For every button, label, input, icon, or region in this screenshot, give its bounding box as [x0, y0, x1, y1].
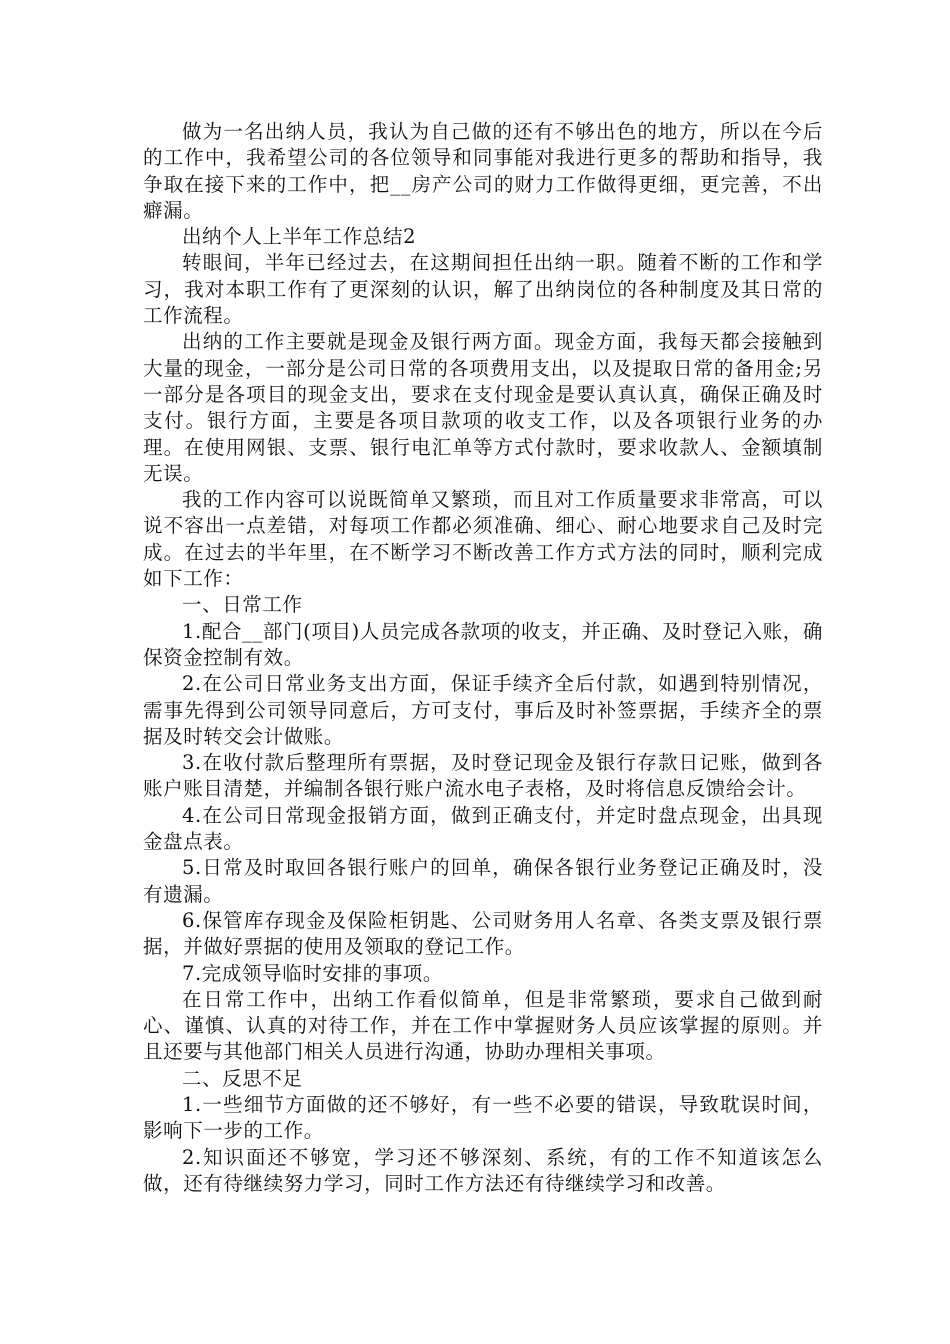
document-body — [143, 119, 823, 1197]
list-item: 3.在收付款后整理所有票据，及时登记现金及银行存款日记账，做到各账户账目清楚，并编制各银行账户流水电子表格，及时将信息反馈给会计。 — [143, 751, 823, 801]
section-heading: 二、反思不足 — [182, 1066, 303, 1090]
paragraph: 在日常工作中，出纳工作看似简单，但是非常繁琐，要求自己做到耐心、谨慎、认真的对待工作，并在工作中掌握财务人员应该掌握的原则。并且还要与其他部门相关人员进行沟通，协助办理相关事项。 — [143, 987, 823, 1064]
paragraph: 我的工作内容可以说既简单又繁琐，而且对工作质量要求非常高，可以说不容出一点差错，对每项工作都必须准确、细心、耐心地要求自己及时完成。在过去的半年里，在不断学习不断改善工作方式方法的同时，顺利完成如下工作： — [143, 488, 823, 591]
list-item: 4.在公司日常现金报销方面，做到正确支付，并定时盘点现金，出具现金盘点表。 — [143, 803, 823, 854]
list-item: 1.配合__部门(项目)人员完成各款项的收支，并正确、及时登记入账，确保资金控制有效。 — [143, 619, 823, 669]
paragraph: 出纳的工作主要就是现金及银行两方面。现金方面，我每天都会接触到大量的现金，一部分是公司日常的各项费用支出，以及提取日常的备用金;另一部分是各项目的现金支出，要求在支付现金是要认真认真，确保正确及时支付。银行方面，主要是各项目款项的收支工作，以及各项银行业务的办理。在使用网银、支票、银行电汇单等方式付款时，要求收款人、金额填制无误。 — [143, 330, 823, 485]
section-title: 出纳个人上半年工作总结2 — [182, 225, 417, 249]
paragraph: 转眼间，半年已经过去，在这期间担任出纳一职。随着不断的工作和学习，我对本职工作有了更深刻的认识，解了出纳岗位的各种制度及其日常的工作流程。 — [143, 251, 823, 328]
section-heading: 一、日常工作 — [182, 593, 303, 617]
paragraph: 做为一名出纳人员，我认为自己做的还有不够出色的地方，所以在今后的工作中，我希望公司的各位领导和同事能对我进行更多的帮助和指导，我争取在接下来的工作中，把__房产公司的财力工作做得更细，更完善，不出癖漏。 — [143, 120, 823, 222]
list-item: 2.知识面还不够宽，学习还不够深刻、系统，有的工作不知道该怎么做，还有待继续努力学习，同时工作方法还有待继续学习和改善。 — [143, 1145, 823, 1195]
list-item: 1.一些细节方面做的还不够好，有一些不必要的错误，导致耽误时间，影响下一步的工作。 — [143, 1092, 823, 1143]
list-item: 7.完成领导临时安排的事项。 — [182, 961, 444, 985]
list-item: 2.在公司日常业务支出方面，保证手续齐全后付款，如遇到特别情况，需事先得到公司领导同意后，方可支付，事后及时补签票据，手续齐全的票据及时转交会计做账。 — [143, 672, 823, 748]
list-item: 5.日常及时取回各银行账户的回单，确保各银行业务登记正确及时，没有遗漏。 — [143, 856, 823, 906]
list-item: 6.保管库存现金及保险柜钥匙、公司财务用人名章、各类支票及银行票据，并做好票据的使用及领取的登记工作。 — [143, 908, 823, 959]
